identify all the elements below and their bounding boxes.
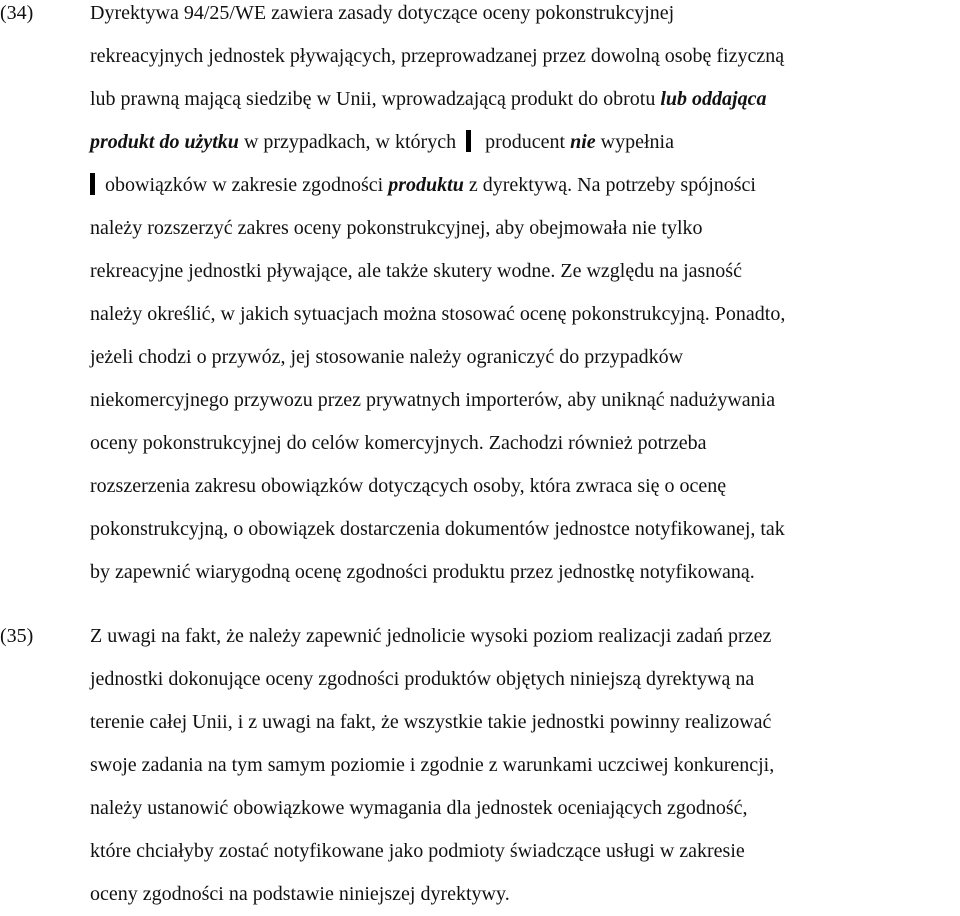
text-line: należy określić, w jakich sytuacjach można stosować ocenę pokonstrukcyjną. Ponadto, bbox=[90, 303, 786, 325]
text-line: należy ustanowić obowiązkowe wymagania dla jednostek oceniających zgodność, bbox=[90, 797, 748, 819]
text-line: oceny zgodności na podstawie niniejszej dyrektywy. bbox=[90, 883, 510, 905]
recital-number: (34) bbox=[0, 2, 34, 24]
change-marker-icon bbox=[466, 130, 471, 152]
text-line: należy rozszerzyć zakres oceny pokonstrukcyjnej, aby obejmowała nie tylko bbox=[90, 217, 703, 239]
change-marker-icon bbox=[90, 173, 95, 195]
amended-text: lub oddająca bbox=[660, 88, 767, 110]
recital-text bbox=[90, 615, 956, 916]
text-line: niekomercyjnego przywozu przez prywatnych importerów, aby uniknąć nadużywania bbox=[90, 389, 776, 411]
text-line: produkt do użytku w przypadkach, w których producent nie wypełnia bbox=[90, 131, 674, 153]
text-line: pokonstrukcyjną, o obowiązek dostarczenia dokumentów jednostce notyfikowanej, tak bbox=[90, 518, 785, 540]
text-line: które chciałyby zostać notyfikowane jako podmioty świadczące usługi w zakresie bbox=[90, 840, 745, 862]
text-line: rekreacyjnych jednostek pływających, przeprowadzanej przez dowolną osobę fizyczną bbox=[90, 45, 785, 67]
text-line: jeżeli chodzi o przywóz, jej stosowanie należy ograniczyć do przypadków bbox=[90, 346, 684, 368]
text-line: jednostki dokonujące oceny zgodności produktów objętych niniejszą dyrektywą na bbox=[90, 668, 755, 690]
text-line: Z uwagi na fakt, że należy zapewnić jednolicie wysoki poziom realizacji zadań przez bbox=[90, 625, 772, 647]
text-line: rekreacyjne jednostki pływające, ale także skutery wodne. Ze względu na jasność bbox=[90, 260, 742, 282]
recital-number: (35) bbox=[0, 625, 34, 647]
text-line: rozszerzenia zakresu obowiązków dotyczących osoby, która zwraca się o ocenę bbox=[90, 475, 727, 497]
text-line: by zapewnić wiarygodną ocenę zgodności produktu przez jednostkę notyfikowaną. bbox=[90, 561, 755, 583]
amended-text: produktu bbox=[388, 174, 464, 196]
text-line: terenie całej Unii, i z uwagi na fakt, że wszystkie takie jednostki powinny realizować bbox=[90, 711, 772, 733]
recital-text bbox=[90, 0, 956, 594]
text-line: oceny pokonstrukcyjnej do celów komercyjnych. Zachodzi również potrzeba bbox=[90, 432, 707, 454]
amended-text: nie bbox=[570, 131, 596, 153]
text-line: swoje zadania na tym samym poziomie i zgodnie z warunkami uczciwej konkurencji, bbox=[90, 754, 775, 776]
amended-text: produkt do użytku bbox=[90, 131, 239, 153]
text-line: Dyrektywa 94/25/WE zawiera zasady dotyczące oceny pokonstrukcyjnej bbox=[90, 2, 675, 24]
text-line: obowiązków w zakresie zgodności produktu z dyrektywą. Na potrzeby spójności bbox=[90, 164, 956, 207]
text-line: lub prawną mającą siedzibę w Unii, wprowadzającą produkt do obrotu lub oddająca bbox=[90, 88, 767, 110]
